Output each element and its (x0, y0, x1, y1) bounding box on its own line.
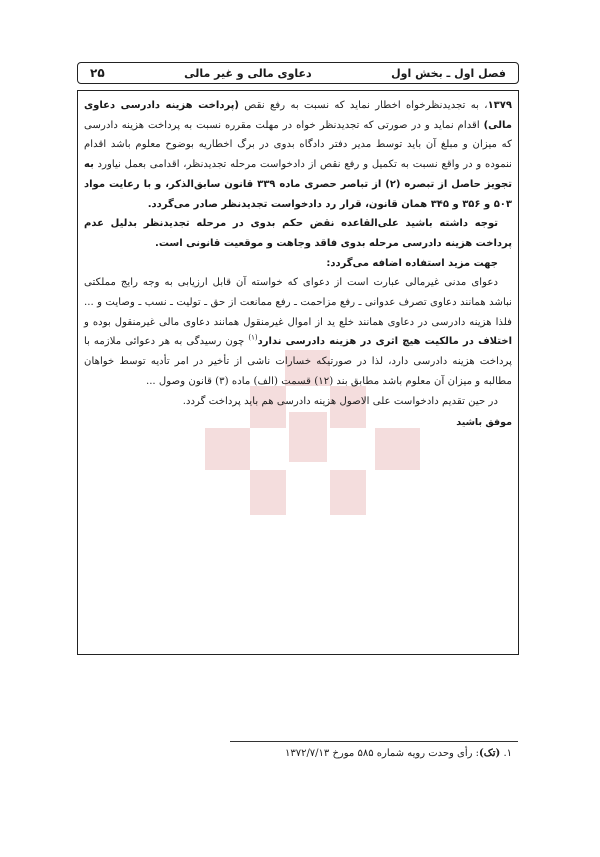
text-run: اقدام نماید و در صورتی که تجدیدنظر خواه در مهلت مقرره نسبت به پرداخت هزینه دادرسی که میزان و مبلغ آن باید توسط مدیر دفتر دادگاه بدوی در برگ اخطاریه بوضوح معلوم باشد اقدام ننموده و در واقع نسبت به تکمیل و رفع نقص از دادخواست مرحله تجدیدنظر، اقدامی بعمل نیاورد (84, 119, 512, 171)
text-bold-run: (پرداخت هزینه دادرسی دعاوی مالی) (84, 100, 512, 131)
text-year: ۱۳۷۹ (487, 100, 512, 111)
header-section: فصل اول ـ بخش اول (391, 66, 506, 80)
footnote (84, 748, 512, 759)
closing-line: موفق باشید (456, 417, 512, 429)
footnote-divider (230, 741, 518, 742)
text-run: ، به تجدیدنظرخواه اخطار نماید که نسبت به رفع نقص (239, 100, 488, 111)
footnote-number: ۱. (503, 748, 512, 759)
footnote-ref: (تک) (479, 748, 501, 759)
text-bold-run: اختلاف در مالکیت هیچ اثری در هزینه دادرسی ندارد (257, 336, 512, 348)
paragraph-5 (84, 392, 512, 412)
page-number: ۲۵ (90, 66, 105, 80)
paragraph-1 (84, 96, 512, 214)
footnote-text: : رأی وحدت رویه شماره ۵۸۵ مورخ ۱۳۷۲/۷/۱۳ (284, 748, 480, 759)
text-bold-run: توجه داشته باشید علی‌القاعده نقض حکم بدوی در مرحله تجدیدنظر بدلیل عدم پرداخت هزینه دادرسی مرحله بدوی فاقد وجاهت و موقعیت قانونی است. (84, 218, 512, 249)
text-run: در حین تقدیم دادخواست علی الاصول هزینه دادرسی هم باید پرداخت گردد. (182, 395, 498, 407)
header-title: دعاوی مالی و غیر مالی (184, 66, 312, 80)
text-bold-run: به تجویز حاصل از تبصره (۲) از تباصر حصری ماده ۳۳۹ قانون سابق‌الذکر، و با رعایت مواد ۵۰۳ و ۳۵۶ و ۳۴۵ همان قانون، قرار رد دادخواست تجدیدنظر صادر می‌گردد. (84, 159, 512, 210)
running-header (77, 62, 519, 84)
text-run: دعوای مدنی غیرمالی عبارت است از دعوای که خواسته آن قابل ارزیابی به وجه رایج مملکتی نباشد همانند دعاوی تصرف عدوانی ـ رفع مزاحمت ـ رفع ممانعت از حق ـ تولیت ـ نسب ـ وصایت و ... فلذا هزینه دادرسی در دعاوی همانند خلع ید از اموال غیرمنقول همانند دعاوی مالی غیرمنقول بوده و (84, 277, 512, 328)
text-bold-run: جهت مزید استفاده اضافه می‌گردد: (326, 257, 498, 269)
footnote-marker: (۱) (248, 334, 258, 343)
paragraph-3 (84, 254, 512, 274)
main-text (84, 96, 512, 433)
paragraph-2 (84, 214, 512, 253)
text-run: چون رسیدگی به هر دعوائی ملازمه با پرداخت هزینه دادرسی دارد، لذا در صورتیکه خسارات ناشی از تأخیر در امر تأدیه توسط خواهان مطالبه و میزان آن معلوم باشد مطابق بند (۱۲) قسمت (الف) ماده (۳) قانون وصول ... (84, 336, 512, 387)
paragraph-4 (84, 273, 512, 391)
